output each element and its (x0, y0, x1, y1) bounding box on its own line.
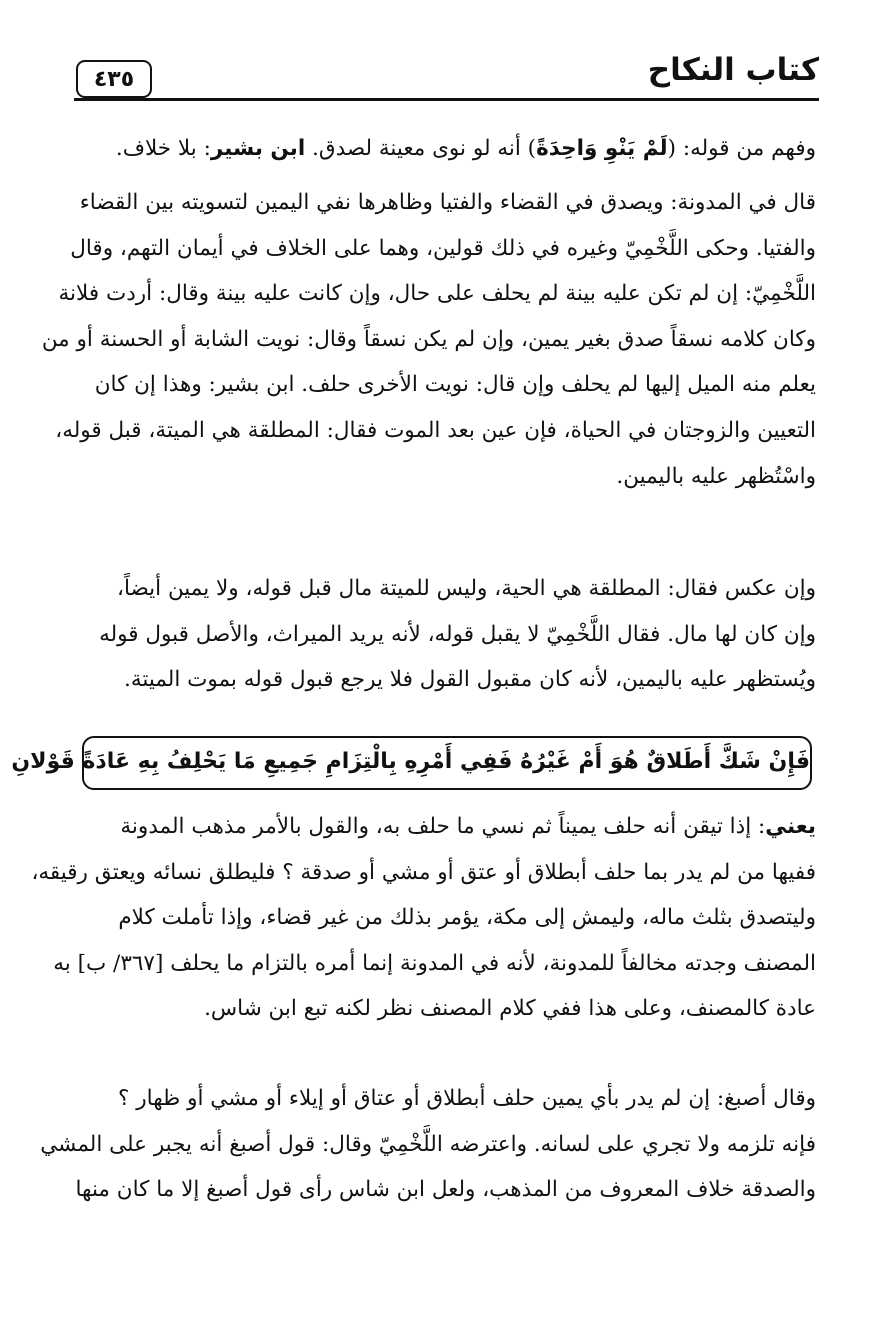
text-line: ففيها من لم يدر بما حلف أبطلاق أو عتق أو مشي أو صدقة ؟ فليطلق نسائه ويعتق رقيقه، (31, 859, 816, 885)
text-line: وإن عكس فقال: المطلقة هي الحية، وليس للميتة مال قبل قوله، ولا يمين أيضاً، (117, 576, 816, 601)
paragraph-5 (40, 1076, 816, 1213)
running-header (74, 46, 819, 104)
text-line: وإن كان لها مال. فقال اللَّخْمِيّ لا يقبل قوله، لأنه يريد الميراث، والأصل قبول قوله (99, 621, 816, 647)
text-line: يعلم منه الميل إليها لم يحلف وإن قال: نويت الأخرى حلف. ابن بشير: وهذا إن كان (94, 372, 816, 398)
book-title: كتاب النكاح (647, 52, 819, 88)
paragraph-1 (80, 126, 816, 172)
page-number: ٤٣٥ (76, 60, 152, 98)
text-line: والصدقة خلاف المعروف من المذهب، ولعل ابن شاس رأى قول أصبغ إلا ما كان منها (75, 1177, 816, 1203)
paragraph-2 (41, 180, 816, 499)
paragraph-4 (31, 804, 816, 1032)
text-line: قال في المدونة: ويصدق في القضاء والفتيا وظاهرها نفي اليمين لتسويته بين القضاء (79, 190, 816, 215)
text-line: المصنف وجدته مخالفاً للمدونة، لأنه في المدونة إنما أمره بالتزام ما يحلف [٣٦٧/ ب] به (53, 950, 816, 976)
text-line: والفتيا. وحكى اللَّخْمِيّ وغيره في ذلك قولين، وهما على الخلاف في أيمان التهم، وقال (70, 235, 816, 261)
quoted-text-box: فَإِنْ شَكَّ أَطَلاقٌ هُوَ أَمْ غَيْرُهُ فَفِي أَمْرِهِ بِالْتِزَامِ جَمِيعِ مَا يَحْلِفُ بِهِ عَادَةً قَوْلانِ (82, 736, 812, 790)
text-line: وقال أصبغ: إن لم يدر بأي يمين حلف أبطلاق أو عتاق أو إيلاء أو مشي أو ظهار ؟ (118, 1086, 816, 1111)
text-line: وليتصدق بثلث ماله، وليمش إلى مكة، يؤمر بذلك من غير قضاء، وإذا تأملت كلام (118, 905, 816, 931)
text-line: ويُستظهر عليه باليمين، لأنه كان مقبول القول فلا يرجع قبول قوله بموت الميتة. (124, 667, 816, 693)
text-line: وفهم من قوله: (لَمْ يَنْوِ وَاحِدَةً) أنه لو نوى معينة لصدق. ابن بشير: بلا خلاف. (115, 136, 816, 161)
lead-word: يعني (765, 814, 816, 839)
text-line: يعني: إذا تيقن أنه حلف يميناً ثم نسي ما حلف به، والقول بالأمر مذهب المدونة (120, 814, 816, 839)
text-line: عادة كالمصنف، وعلى هذا ففي كلام المصنف نظر لكنه تبع ابن شاس. (204, 996, 816, 1022)
text-line: اللَّخْمِيّ: إن لم تكن عليه بينة لم يحلف على حال، وإن كانت عليه بينة وقال: أردت فلانة (58, 281, 816, 307)
text-line: التعيين والزوجتان في الحياة، فإن عين بعد الموت فقال: المطلقة هي الميتة، قبل قوله، (55, 417, 816, 443)
text-line: فإنه تلزمه ولا تجري على لسانه. واعترضه اللَّخْمِيّ وقال: قول أصبغ أنه يجبر على المشي (40, 1131, 816, 1157)
scholar-name: ابن بشير (210, 136, 306, 161)
quoted-phrase: لَمْ يَنْوِ وَاحِدَةً (536, 136, 668, 161)
text-line: وكان كلامه نسقاً صدق بغير يمين، وإن لم يكن نسقاً وقال: نويت الشابة أو الحسنة أو من (41, 326, 816, 352)
text-line: واسْتُظهر عليه باليمين. (616, 463, 816, 489)
paragraph-3 (80, 566, 816, 703)
header-rule (74, 98, 819, 101)
